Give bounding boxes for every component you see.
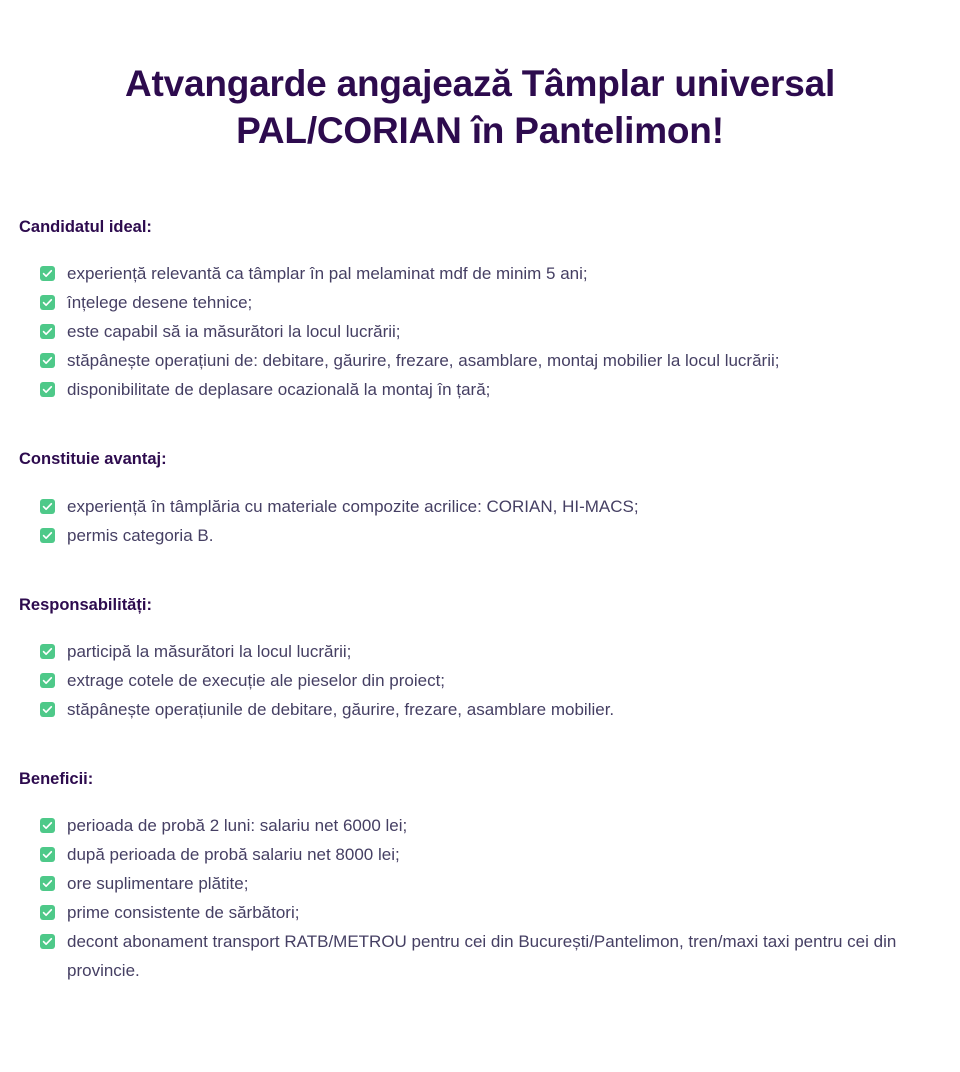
check-icon <box>40 266 55 281</box>
list-item <box>19 259 940 288</box>
check-icon <box>40 644 55 659</box>
list-item-text: stăpânește operațiuni de: debitare, găurire, frezare, asamblare, montaj mobilier la locul lucrării; <box>67 351 780 371</box>
spacer <box>19 724 940 769</box>
checklist <box>19 259 940 404</box>
section-heading: Responsabilități: <box>19 595 152 614</box>
list-item-text: după perioada de probă salariu net 8000 lei; <box>67 845 400 865</box>
list-item <box>19 637 940 666</box>
check-icon <box>40 382 55 397</box>
check-icon <box>40 324 55 339</box>
list-item-text: extrage cotele de execuție ale pieselor din proiect; <box>67 671 446 691</box>
section-heading: Constituie avantaj: <box>19 450 167 469</box>
check-icon <box>40 499 55 514</box>
check-icon <box>40 702 55 717</box>
list-item <box>19 898 940 927</box>
list-item-text: participă la măsurători la locul lucrării; <box>67 642 352 662</box>
spacer <box>19 550 940 595</box>
section <box>19 449 940 549</box>
check-icon <box>40 847 55 862</box>
check-icon <box>40 673 55 688</box>
list-item-text: permis categoria B. <box>67 525 214 545</box>
spacer <box>19 238 940 259</box>
check-icon <box>40 818 55 833</box>
list-item <box>19 840 940 869</box>
spacer <box>19 790 940 811</box>
list-item <box>19 521 940 550</box>
list-item <box>19 695 940 724</box>
list-item <box>19 492 940 521</box>
checklist <box>19 811 940 985</box>
list-item <box>19 317 940 346</box>
spacer <box>19 404 940 449</box>
check-icon <box>40 295 55 310</box>
list-item <box>19 927 940 985</box>
list-item-text: perioada de probă 2 luni: salariu net 6000 lei; <box>67 816 408 836</box>
spacer <box>19 616 940 637</box>
list-item <box>19 666 940 695</box>
list-item <box>19 375 940 404</box>
list-item-text: prime consistente de sărbători; <box>67 903 300 923</box>
page-title: Atvangarde angajează Tâmplar universal PAL/CORIAN în Pantelimon! <box>124 63 836 152</box>
list-item <box>19 288 940 317</box>
check-icon <box>40 528 55 543</box>
list-item <box>19 346 940 375</box>
list-item <box>19 869 940 898</box>
section <box>19 217 940 404</box>
list-item <box>19 811 940 840</box>
job-description-body <box>0 217 960 986</box>
check-icon <box>40 934 55 949</box>
checklist <box>19 637 940 724</box>
section-heading: Beneficii: <box>19 770 94 789</box>
check-icon <box>40 905 55 920</box>
spacer <box>19 471 940 492</box>
list-item-text: experiență relevantă ca tâmplar în pal melaminat mdf de minim 5 ani; <box>67 264 588 284</box>
section <box>19 595 940 724</box>
section-heading: Candidatul ideal: <box>19 217 152 236</box>
list-item-text: experiență în tâmplăria cu materiale compozite acrilice: CORIAN, HI-MACS; <box>67 496 639 516</box>
list-item-text: stăpânește operațiunile de debitare, găurire, frezare, asamblare mobilier. <box>67 700 615 720</box>
list-item-text: înțelege desene tehnice; <box>67 293 253 313</box>
list-item-text: disponibilitate de deplasare ocazională la montaj în țară; <box>67 380 491 400</box>
list-item-text: ore suplimentare plătite; <box>67 874 249 894</box>
check-icon <box>40 876 55 891</box>
list-item-text: decont abonament transport RATB/METROU pentru cei din București/Pantelimon, tren/maxi taxi pentru cei din provincie. <box>67 932 897 981</box>
checklist <box>19 492 940 550</box>
check-icon <box>40 353 55 368</box>
list-item-text: este capabil să ia măsurători la locul lucrării; <box>67 322 401 342</box>
section <box>19 769 940 985</box>
